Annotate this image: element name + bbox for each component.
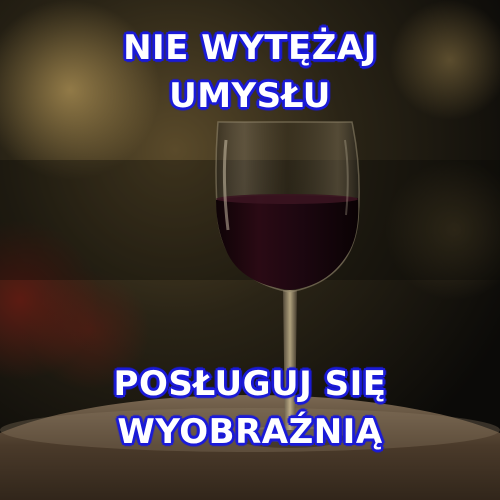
bottom-caption-line: POSŁUGUJ SIĘ — [113, 364, 387, 404]
top-caption-line: UMYSŁU — [169, 76, 331, 116]
bottom-caption — [0, 360, 500, 456]
top-caption — [0, 24, 500, 120]
bottom-caption-line: WYOBRAŹNIĄ — [117, 412, 383, 452]
top-caption-line: NIE WYTĘŻAJ — [123, 28, 377, 68]
